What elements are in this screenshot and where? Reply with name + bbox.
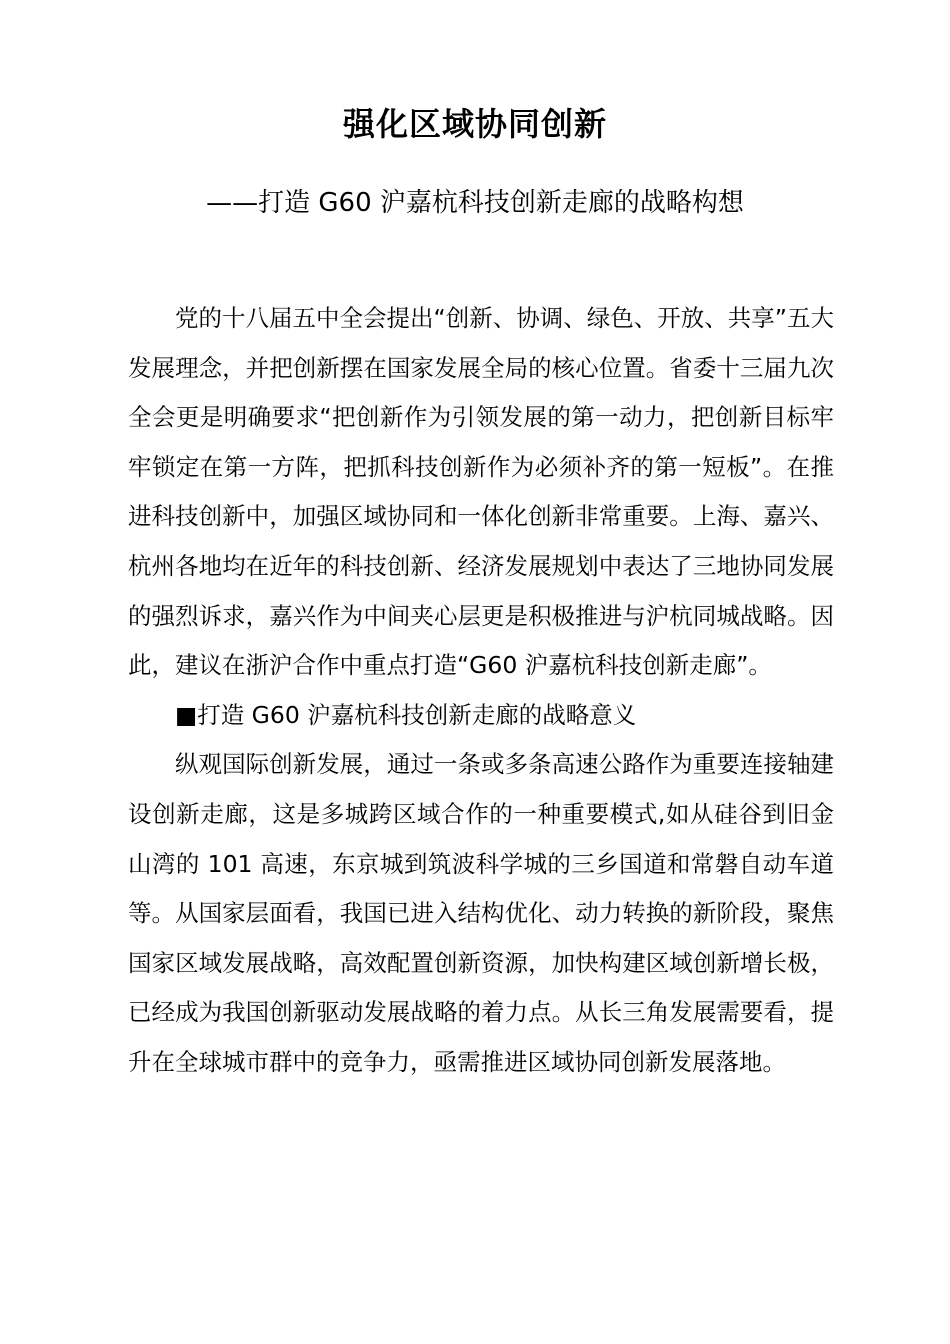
document-subtitle: ——打造 G60 沪嘉杭科技创新走廊的战略构想 [206,188,744,218]
section-heading: ■打造 G60 沪嘉杭科技创新走廊的战略意义 [175,700,637,729]
body-paragraph: 党的十八届五中全会提出“创新、协调、绿色、开放、共享”五大发展理念，并把创新摆在国家发展全局的核心位置。省委十三届九次全会更是明确要求“把创新作为引领发展的第一动力，把创新目标牢牢锁定在第一方阵，把抓科技创新作为必须补齐的第一短板”。在推进科技创新中，加强区域协同和一体化创新非常重要。上海、嘉兴、杭州各地均在近年的科技创新、经济发展规划中表达了三地协同发展的强烈诉求，嘉兴作为中间夹心层更是积极推进与沪杭同城战略。因此，建议在浙沪合作中重点打造“G60 沪嘉杭科技创新走廊”。 [128,304,834,680]
body-paragraph: 纵观国际创新发展，通过一条或多条高速公路作为重要连接轴建设创新走廊，这是多城跨区域合作的一种重要模式,如从硅谷到旧金山湾的 101 高速，东京城到筑波科学城的三乡国道和常磐自动车道等。从国家层面看，我国已进入结构优化、动力转换的新阶段，聚焦国家区域发展战略，高效配置创新资源，加快构建区域创新增长极，已经成为我国创新驱动发展战略的着力点。从长三角发展需要看，提升在全球城市群中的竞争力，亟需推进区域协同创新发展落地。 [128,750,834,1076]
document-body [128,294,834,1088]
document-title: 强化区域协同创新 [342,105,607,143]
